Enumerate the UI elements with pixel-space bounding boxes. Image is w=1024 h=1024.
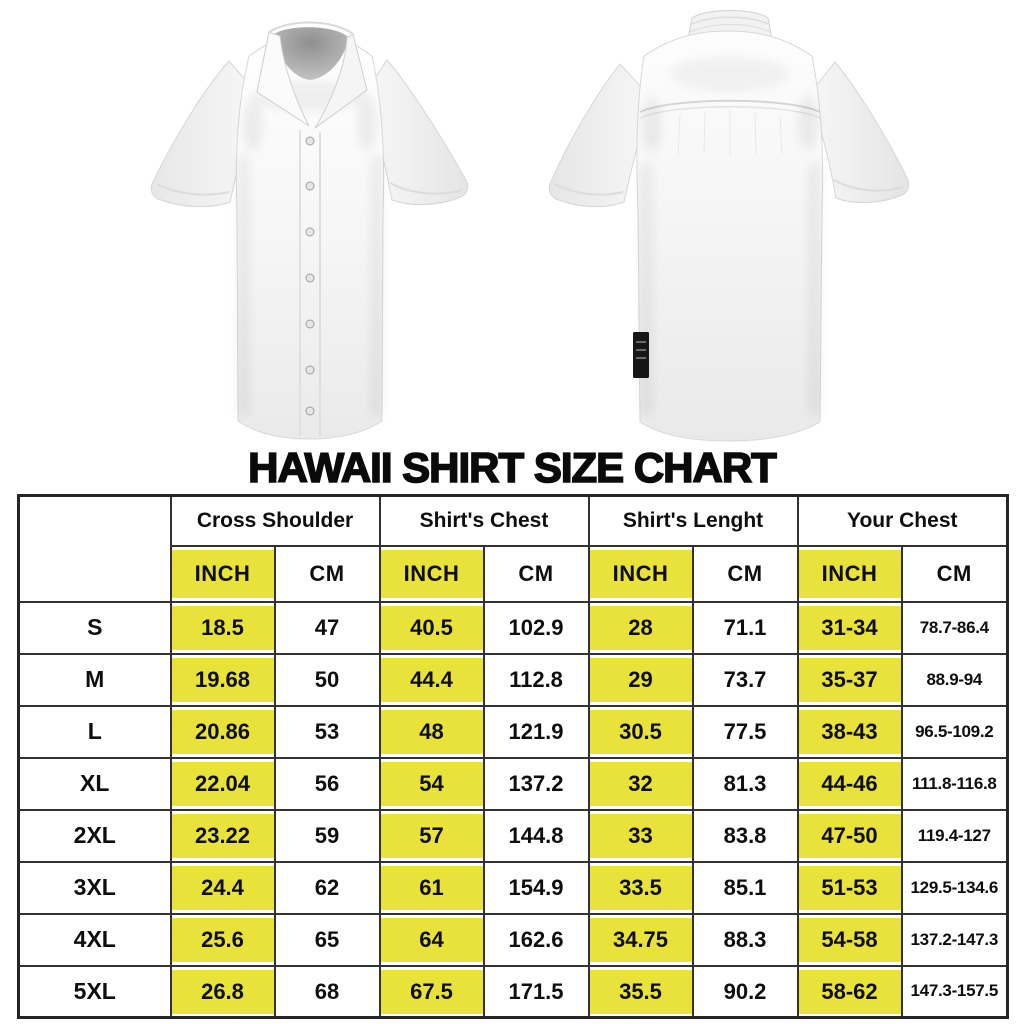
column-group-your-chest: Your Chest [798,496,1008,546]
cell-s-cross-shoulder-cm: 47 [275,602,380,654]
size-label-m: M [19,654,171,706]
cell-m-shirts-chest-cm: 112.8 [484,654,589,706]
cell-l-shirts-lenght-cm: 77.5 [693,706,798,758]
unit-header-cross-shoulder-cm: CM [275,546,380,602]
back-body [637,31,823,441]
cell-s-shirts-chest-inch: 40.5 [380,602,484,654]
cell-4xl-cross-shoulder-cm: 65 [275,914,380,966]
cell-5xl-your-chest-cm: 147.3-157.5 [902,966,1008,1018]
page-title: HAWAII SHIRT SIZE CHART [248,444,776,491]
cell-3xl-your-chest-cm: 129.5-134.6 [902,862,1008,914]
cell-3xl-shirts-lenght-cm: 85.1 [693,862,798,914]
cell-4xl-cross-shoulder-inch: 25.6 [171,914,275,966]
size-row-m [19,654,1008,706]
cell-s-shirts-lenght-cm: 71.1 [693,602,798,654]
cell-4xl-shirts-chest-cm: 162.6 [484,914,589,966]
size-row-3xl [19,862,1008,914]
cell-m-cross-shoulder-cm: 50 [275,654,380,706]
cell-2xl-cross-shoulder-inch: 23.22 [171,810,275,862]
cell-xl-your-chest-cm: 111.8-116.8 [902,758,1008,810]
cell-3xl-shirts-chest-cm: 154.9 [484,862,589,914]
unit-header-your-chest-cm: CM [902,546,1008,602]
size-row-5xl [19,966,1008,1018]
unit-header-shirt-s-chest-cm: CM [484,546,589,602]
unit-header-cross-shoulder-inch: INCH [171,546,275,602]
cell-5xl-cross-shoulder-inch: 26.8 [171,966,275,1018]
cell-2xl-shirts-chest-cm: 144.8 [484,810,589,862]
size-label-4xl: 4XL [19,914,171,966]
unit-header-shirt-s-lenght-cm: CM [693,546,798,602]
cell-4xl-your-chest-cm: 137.2-147.3 [902,914,1008,966]
size-label-3xl: 3XL [19,862,171,914]
cell-2xl-cross-shoulder-cm: 59 [275,810,380,862]
back-left-sleeve [549,64,652,207]
cell-s-cross-shoulder-inch: 18.5 [171,602,275,654]
cell-2xl-shirts-lenght-cm: 83.8 [693,810,798,862]
cell-l-your-chest-inch: 38-43 [798,706,902,758]
shirt-front-image [137,6,482,441]
cell-5xl-cross-shoulder-cm: 68 [275,966,380,1018]
size-label-s: S [19,602,171,654]
cell-m-shirts-lenght-inch: 29 [589,654,693,706]
size-row-4xl [19,914,1008,966]
cell-l-your-chest-cm: 96.5-109.2 [902,706,1008,758]
cell-5xl-shirts-lenght-cm: 90.2 [693,966,798,1018]
size-row-2xl [19,810,1008,862]
size-chart-table [17,494,1009,1019]
cell-xl-cross-shoulder-inch: 22.04 [171,758,275,810]
cell-5xl-shirts-chest-inch: 67.5 [380,966,484,1018]
cell-4xl-shirts-lenght-inch: 34.75 [589,914,693,966]
cell-m-your-chest-cm: 88.9-94 [902,654,1008,706]
cell-xl-shirts-lenght-inch: 32 [589,758,693,810]
cell-l-cross-shoulder-inch: 20.86 [171,706,275,758]
cell-m-shirts-chest-inch: 44.4 [380,654,484,706]
cell-s-shirts-lenght-inch: 28 [589,602,693,654]
column-group-cross-shoulder: Cross Shoulder [171,496,380,546]
column-group-shirt-s-chest: Shirt's Chest [380,496,589,546]
cell-xl-shirts-chest-inch: 54 [380,758,484,810]
cell-3xl-cross-shoulder-inch: 24.4 [171,862,275,914]
cell-2xl-shirts-chest-inch: 57 [380,810,484,862]
cell-s-your-chest-inch: 31-34 [798,602,902,654]
unit-header-shirt-s-chest-inch: INCH [380,546,484,602]
cell-4xl-shirts-chest-inch: 64 [380,914,484,966]
back-size-tag [633,332,649,378]
cell-4xl-your-chest-inch: 54-58 [798,914,902,966]
unit-header-your-chest-inch: INCH [798,546,902,602]
size-row-l [19,706,1008,758]
cell-xl-shirts-chest-cm: 137.2 [484,758,589,810]
cell-3xl-shirts-chest-inch: 61 [380,862,484,914]
size-label-2xl: 2XL [19,810,171,862]
cell-2xl-shirts-lenght-inch: 33 [589,810,693,862]
cell-5xl-shirts-lenght-inch: 35.5 [589,966,693,1018]
cell-l-cross-shoulder-cm: 53 [275,706,380,758]
cell-m-your-chest-inch: 35-37 [798,654,902,706]
cell-l-shirts-lenght-inch: 30.5 [589,706,693,758]
cell-xl-your-chest-inch: 44-46 [798,758,902,810]
cell-s-your-chest-cm: 78.7-86.4 [902,602,1008,654]
size-row-s [19,602,1008,654]
cell-m-shirts-lenght-cm: 73.7 [693,654,798,706]
cell-4xl-shirts-lenght-cm: 88.3 [693,914,798,966]
cell-5xl-shirts-chest-cm: 171.5 [484,966,589,1018]
cell-3xl-cross-shoulder-cm: 62 [275,862,380,914]
group-header-row [19,496,1008,546]
cell-2xl-your-chest-inch: 47-50 [798,810,902,862]
corner-cell [19,496,171,602]
column-group-shirt-s-lenght: Shirt's Lenght [589,496,798,546]
cell-l-shirts-chest-cm: 121.9 [484,706,589,758]
shirt-back-image [540,4,915,444]
size-row-xl [19,758,1008,810]
cell-3xl-shirts-lenght-inch: 33.5 [589,862,693,914]
cell-3xl-your-chest-inch: 51-53 [798,862,902,914]
cell-m-cross-shoulder-inch: 19.68 [171,654,275,706]
size-label-xl: XL [19,758,171,810]
unit-header-shirt-s-lenght-inch: INCH [589,546,693,602]
cell-l-shirts-chest-inch: 48 [380,706,484,758]
cell-xl-shirts-lenght-cm: 81.3 [693,758,798,810]
cell-2xl-your-chest-cm: 119.4-127 [902,810,1008,862]
cell-s-shirts-chest-cm: 102.9 [484,602,589,654]
size-label-l: L [19,706,171,758]
size-label-5xl: 5XL [19,966,171,1018]
cell-xl-cross-shoulder-cm: 56 [275,758,380,810]
cell-5xl-your-chest-inch: 58-62 [798,966,902,1018]
